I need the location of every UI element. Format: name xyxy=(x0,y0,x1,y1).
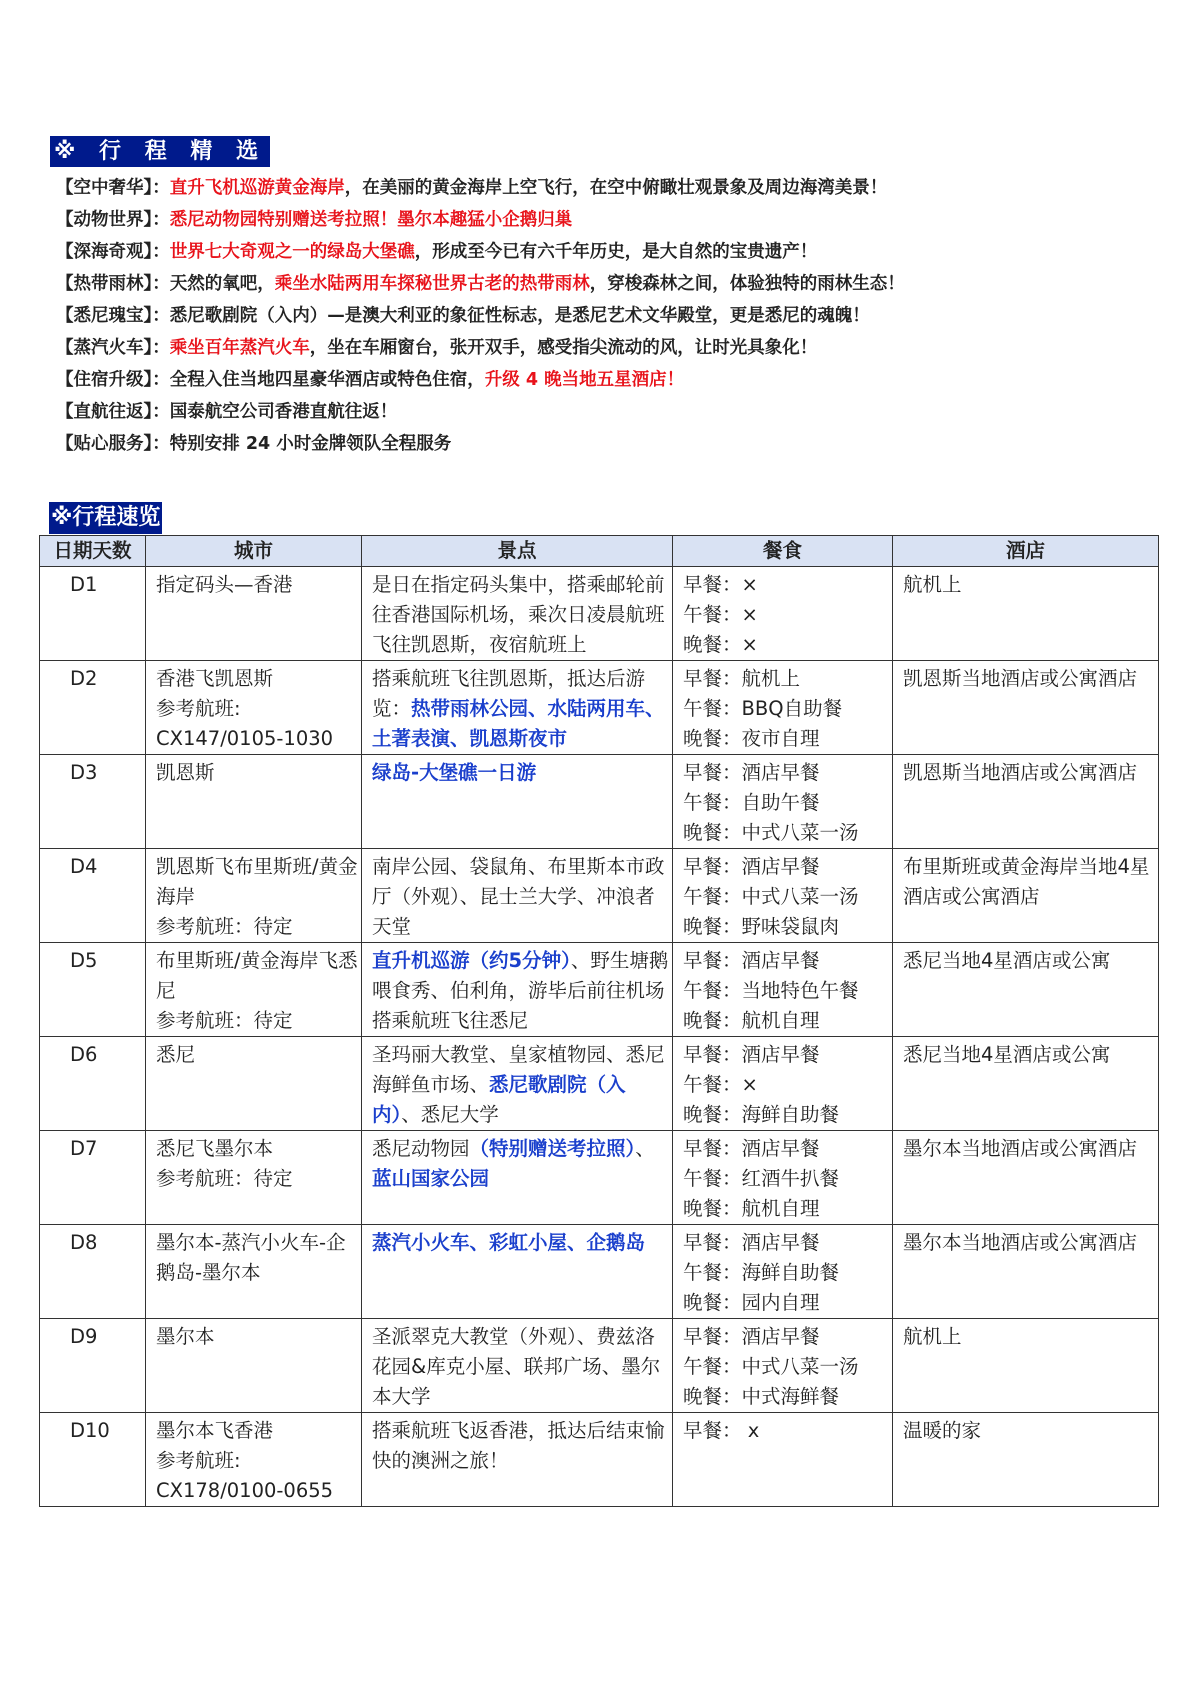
meal-line: 早餐：酒店早餐 xyxy=(683,1231,820,1254)
sight-highlight: 直升机巡游（约5分钟） xyxy=(372,949,571,972)
meal-line: 晚餐：野味袋鼠肉 xyxy=(683,915,840,938)
highlight-emphasis: 直升飞机巡游黄金海岸 xyxy=(169,178,345,198)
sight-text: 搭乘航班飞往凯恩斯，抵达后游览： xyxy=(372,667,646,720)
meal-line: 早餐：酒店早餐 xyxy=(683,855,820,878)
city-line: 参考航班：待定 xyxy=(156,1167,293,1190)
cell-hotel: 悉尼当地4星酒店或公寓 xyxy=(893,1037,1159,1131)
sight-text: 搭乘航班飞返香港，抵达后结束愉快的澳洲之旅！ xyxy=(372,1419,665,1472)
table-row xyxy=(40,849,1159,943)
header-hotel: 酒店 xyxy=(893,536,1159,567)
cell-hotel: 航机上 xyxy=(893,1319,1159,1413)
meal-line: 早餐：航机上 xyxy=(683,667,801,690)
cell-day: D3 xyxy=(40,755,146,849)
highlight-label: 【蒸汽火车】： xyxy=(56,338,170,358)
city-line: 香港飞凯恩斯 xyxy=(156,667,274,690)
highlight-emphasis: 乘坐水陆两用车探秘世界古老的热带雨林 xyxy=(274,274,590,294)
sight-text: 、 xyxy=(635,1137,655,1160)
cell-meals xyxy=(673,849,893,943)
cell-hotel: 墨尔本当地酒店或公寓酒店 xyxy=(893,1131,1159,1225)
highlight-text: 特别安排 24 小时金牌领队全程服务 xyxy=(169,434,452,454)
cell-meals xyxy=(673,567,893,661)
cell-city xyxy=(146,661,362,755)
cell-day: D9 xyxy=(40,1319,146,1413)
highlight-emphasis: 乘坐百年蒸汽火车 xyxy=(169,338,310,358)
meal-line: 早餐：酒店早餐 xyxy=(683,1325,820,1348)
city-line: CX147/0105-1030 xyxy=(156,727,334,750)
cell-day: D6 xyxy=(40,1037,146,1131)
cell-city xyxy=(146,1413,362,1507)
highlight-item xyxy=(56,332,1156,364)
highlight-text: 天然的氧吧， xyxy=(169,274,275,294)
city-line: 墨尔本-蒸汽小火车-企鹅岛-墨尔本 xyxy=(156,1231,346,1284)
cell-sights xyxy=(362,943,673,1037)
city-line: 指定码头—香港 xyxy=(156,573,293,596)
cell-city xyxy=(146,1319,362,1413)
cell-city xyxy=(146,1131,362,1225)
highlight-text: ，穿梭森林之间，体验独特的雨林生态！ xyxy=(589,274,905,294)
meal-line: 早餐：酒店早餐 xyxy=(683,1043,820,1066)
cell-day: D7 xyxy=(40,1131,146,1225)
header-sights: 景点 xyxy=(362,536,673,567)
sight-text: 圣玛丽大教堂、皇家植物园、悉尼海鲜鱼市场、 xyxy=(372,1043,665,1096)
city-line: 凯恩斯飞布里斯班/黄金海岸 xyxy=(156,855,358,908)
meal-line: 晚餐：中式海鲜餐 xyxy=(683,1385,840,1408)
highlight-label: 【直航往返】： xyxy=(56,402,170,422)
highlight-item xyxy=(56,364,1156,396)
highlight-item xyxy=(56,300,1156,332)
table-row xyxy=(40,661,1159,755)
highlight-item xyxy=(56,396,1156,428)
cell-hotel: 布里斯班或黄金海岸当地4星酒店或公寓酒店 xyxy=(893,849,1159,943)
highlight-item xyxy=(56,204,1156,236)
cell-day: D10 xyxy=(40,1413,146,1507)
section-title-highlights: ※ 行 程 精 选 xyxy=(50,136,270,167)
meal-line: 早餐：酒店早餐 xyxy=(683,761,820,784)
cell-day: D2 xyxy=(40,661,146,755)
sight-highlight: 热带雨林公园、水陆两用车、土著表演、凯恩斯夜市 xyxy=(372,697,665,750)
meal-line: 午餐：海鲜自助餐 xyxy=(683,1261,840,1284)
cell-hotel: 凯恩斯当地酒店或公寓酒店 xyxy=(893,661,1159,755)
meal-line: 午餐：× xyxy=(683,1073,758,1096)
cell-day: D4 xyxy=(40,849,146,943)
cell-day: D5 xyxy=(40,943,146,1037)
cell-meals xyxy=(673,1319,893,1413)
header-meals: 餐食 xyxy=(673,536,893,567)
meal-line: 晚餐：× xyxy=(683,633,758,656)
cell-city xyxy=(146,1225,362,1319)
meal-line: 早餐：酒店早餐 xyxy=(683,949,820,972)
city-line: 悉尼 xyxy=(156,1043,196,1066)
table-row xyxy=(40,755,1159,849)
cell-meals xyxy=(673,755,893,849)
meal-line: 晚餐：航机自理 xyxy=(683,1197,820,1220)
sight-text: 是日在指定码头集中，搭乘邮轮前往香港国际机场，乘次日凌晨航班飞往凯恩斯，夜宿航班上 xyxy=(372,573,665,656)
city-line: 参考航班：待定 xyxy=(156,915,293,938)
highlight-item xyxy=(56,236,1156,268)
cell-sights xyxy=(362,1131,673,1225)
highlight-label: 【热带雨林】： xyxy=(56,274,170,294)
sight-highlight: （特别赠送考拉照） xyxy=(469,1137,636,1160)
sight-highlight: 蒸汽小火车、彩虹小屋、企鹅岛 xyxy=(372,1231,646,1254)
city-line: 凯恩斯 xyxy=(156,761,215,784)
sight-text: 、悉尼大学 xyxy=(401,1103,499,1126)
sight-text: 悉尼动物园 xyxy=(372,1137,470,1160)
city-line: 参考航班: xyxy=(156,1449,241,1472)
header-day: 日期天数 xyxy=(40,536,146,567)
highlight-text: ，形成至今已有六千年历史，是大自然的宝贵遗产！ xyxy=(414,242,818,262)
meal-line: 晚餐：航机自理 xyxy=(683,1009,820,1032)
city-line: 悉尼飞墨尔本 xyxy=(156,1137,274,1160)
sight-text: 南岸公园、袋鼠角、布里斯本市政厅（外观）、昆士兰大学、冲浪者天堂 xyxy=(372,855,665,938)
city-line: 参考航班: xyxy=(156,697,241,720)
table-row xyxy=(40,1225,1159,1319)
cell-hotel: 墨尔本当地酒店或公寓酒店 xyxy=(893,1225,1159,1319)
cell-hotel: 悉尼当地4星酒店或公寓 xyxy=(893,943,1159,1037)
highlight-label: 【悉尼瑰宝】： xyxy=(56,306,170,326)
highlight-text: 国泰航空公司香港直航往返！ xyxy=(169,402,398,422)
highlight-label: 【住宿升级】： xyxy=(56,370,170,390)
cell-meals xyxy=(673,1131,893,1225)
cell-sights xyxy=(362,755,673,849)
table-row xyxy=(40,1037,1159,1131)
cell-sights xyxy=(362,1413,673,1507)
meal-line: 晚餐：园内自理 xyxy=(683,1291,820,1314)
cell-hotel: 凯恩斯当地酒店或公寓酒店 xyxy=(893,755,1159,849)
sight-text: 、野生塘鹅喂食秀、伯利角，游毕后前往机场搭乘航班飞往悉尼 xyxy=(372,949,669,1032)
meal-line: 早餐： x xyxy=(683,1419,760,1442)
table-row xyxy=(40,1131,1159,1225)
table-row xyxy=(40,1413,1159,1507)
highlight-emphasis: 悉尼动物园特别赠送考拉照！墨尔本趣猛小企鹅归巢 xyxy=(169,210,573,230)
highlight-text: ，坐在车厢窗台，张开双手，感受指尖流动的风，让时光具象化！ xyxy=(309,338,818,358)
highlight-label: 【动物世界】： xyxy=(56,210,170,230)
cell-city xyxy=(146,755,362,849)
highlight-text: 悉尼歌剧院（入内）—是澳大利亚的象征性标志，是悉尼艺术文华殿堂，更是悉尼的魂魄！ xyxy=(169,306,870,326)
meal-line: 早餐：酒店早餐 xyxy=(683,1137,820,1160)
cell-sights xyxy=(362,849,673,943)
highlight-emphasis: 升级 4 晚当地五星酒店！ xyxy=(484,370,685,390)
city-line: 墨尔本飞香港 xyxy=(156,1419,274,1442)
cell-city xyxy=(146,567,362,661)
cell-meals xyxy=(673,1225,893,1319)
cell-sights xyxy=(362,1319,673,1413)
table-body xyxy=(40,567,1159,1507)
meal-line: 午餐：红酒牛扒餐 xyxy=(683,1167,840,1190)
meal-line: 晚餐：海鲜自助餐 xyxy=(683,1103,840,1126)
cell-day: D8 xyxy=(40,1225,146,1319)
meal-line: 晚餐：夜市自理 xyxy=(683,727,820,750)
table-header-row xyxy=(40,536,1159,567)
cell-sights xyxy=(362,1037,673,1131)
table-row xyxy=(40,943,1159,1037)
cell-city xyxy=(146,943,362,1037)
cell-hotel: 航机上 xyxy=(893,567,1159,661)
meal-line: 午餐：BBQ自助餐 xyxy=(683,697,843,720)
table-row xyxy=(40,567,1159,661)
highlight-text: 全程入住当地四星豪华酒店或特色住宿， xyxy=(169,370,485,390)
meal-line: 早餐：× xyxy=(683,573,758,596)
meal-line: 午餐：中式八菜一汤 xyxy=(683,885,859,908)
city-line: CX178/0100-0655 xyxy=(156,1479,334,1502)
cell-hotel: 温暖的家 xyxy=(893,1413,1159,1507)
table-row xyxy=(40,1319,1159,1413)
meal-line: 午餐：× xyxy=(683,603,758,626)
sight-highlight: 蓝山国家公园 xyxy=(372,1167,490,1190)
cell-meals xyxy=(673,661,893,755)
itinerary-table xyxy=(39,535,1159,1507)
meal-line: 午餐：中式八菜一汤 xyxy=(683,1355,859,1378)
highlight-item xyxy=(56,268,1156,300)
cell-meals xyxy=(673,943,893,1037)
cell-sights xyxy=(362,1225,673,1319)
cell-day: D1 xyxy=(40,567,146,661)
sight-text: 圣派翠克大教堂（外观）、费兹洛花园&库克小屋、联邦广场、墨尔本大学 xyxy=(372,1325,661,1408)
header-city: 城市 xyxy=(146,536,362,567)
highlight-label: 【空中奢华】： xyxy=(56,178,170,198)
cell-meals xyxy=(673,1413,893,1507)
city-line: 布里斯班/黄金海岸飞悉尼 xyxy=(156,949,358,1002)
cell-city xyxy=(146,849,362,943)
highlight-text: ，在美丽的黄金海岸上空飞行，在空中俯瞰壮观景象及周边海湾美景！ xyxy=(344,178,888,198)
cell-meals xyxy=(673,1037,893,1131)
meal-line: 午餐：自助午餐 xyxy=(683,791,820,814)
meal-line: 午餐：当地特色午餐 xyxy=(683,979,859,1002)
city-line: 参考航班：待定 xyxy=(156,1009,293,1032)
highlight-item xyxy=(56,428,1156,460)
sight-highlight: 绿岛-大堡礁一日游 xyxy=(372,761,537,784)
section-title-overview: ※行程速览 xyxy=(49,502,162,534)
cell-sights xyxy=(362,661,673,755)
highlights-list xyxy=(56,172,1156,460)
highlight-emphasis: 世界七大奇观之一的绿岛大堡礁 xyxy=(169,242,415,262)
highlight-label: 【深海奇观】： xyxy=(56,242,170,262)
meal-line: 晚餐：中式八菜一汤 xyxy=(683,821,859,844)
cell-sights xyxy=(362,567,673,661)
city-line: 墨尔本 xyxy=(156,1325,215,1348)
highlight-item xyxy=(56,172,1156,204)
cell-city xyxy=(146,1037,362,1131)
sight-highlight: 悉尼歌剧院（入内） xyxy=(372,1073,626,1126)
highlight-label: 【贴心服务】： xyxy=(56,434,170,454)
